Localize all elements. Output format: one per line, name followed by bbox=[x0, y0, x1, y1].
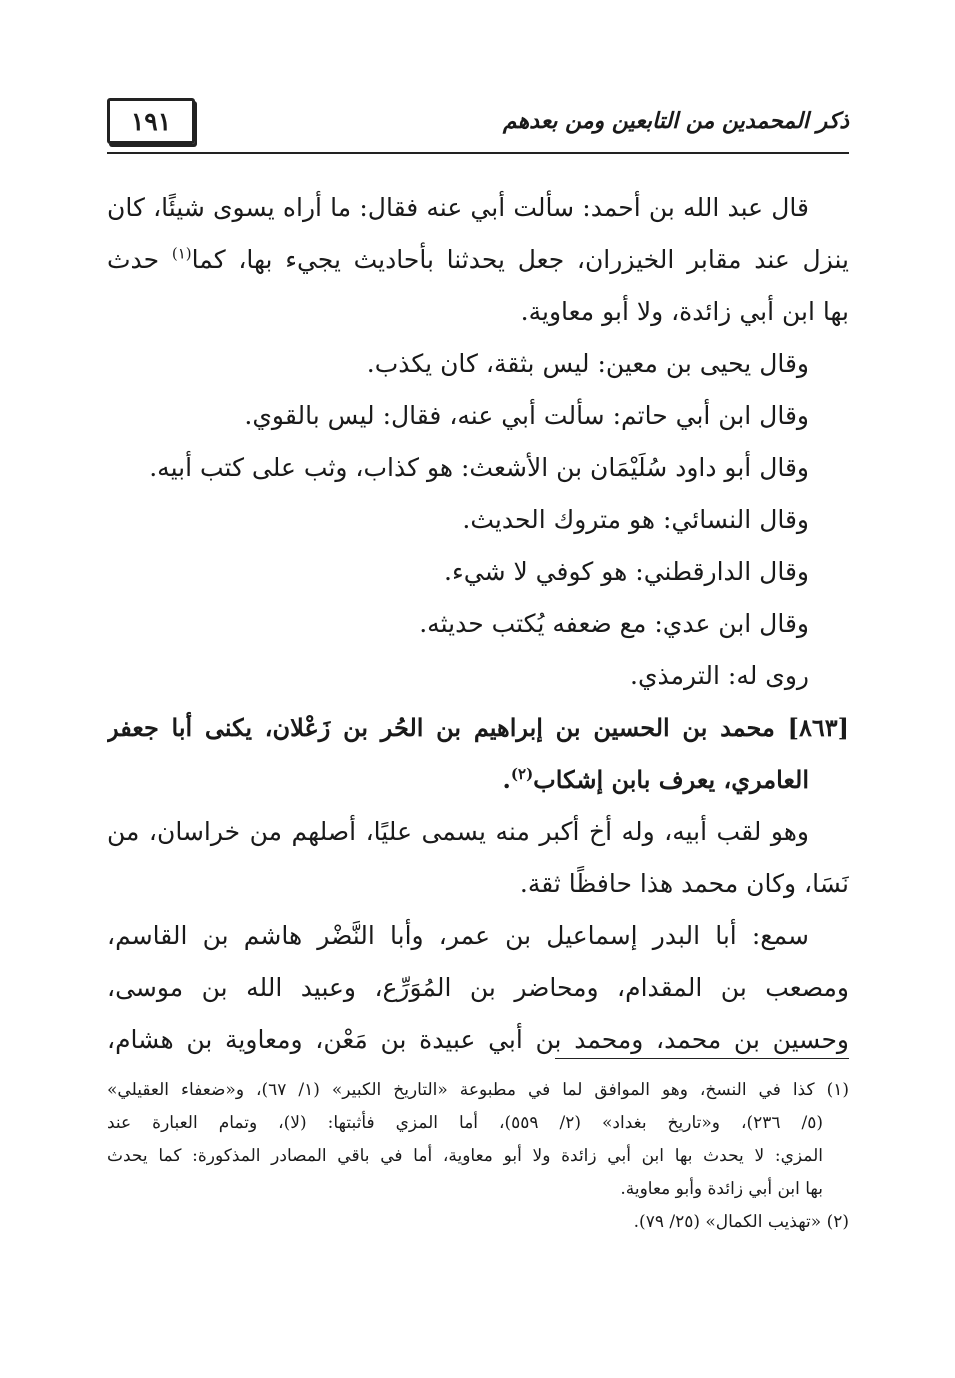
footnote-line: المزي: لا يحدث بها ابن أبي زائدة ولا أبو معاوية، أما في باقي المصادر المذكورة: كما يحدث bbox=[107, 1146, 823, 1166]
text-segment: ينزل عند مقابر الخيزران، جعل يحدثنا بأحاديث يجيء بها، كما bbox=[191, 245, 849, 274]
footnote-marker[interactable]: (٢) bbox=[510, 765, 534, 783]
footnote-line: (٥/ ٢٣٦)، و«تاريخ بغداد» (٢/ ٥٥٩)، أما المزي فأثبتها: (لا)، وتمام العبارة عند bbox=[107, 1113, 823, 1133]
page-number-box bbox=[107, 98, 195, 144]
text-line: سمع: أبا البدر إسماعيل بن عمر، وأبا النَّضْر هاشم بن القاسم، bbox=[107, 921, 809, 950]
text-segment: حدث bbox=[107, 245, 172, 274]
text-line: وقال أبو داود سُلَيْمَان بن الأشعث: هو كذاب، وثب على كتب أبيه. bbox=[149, 453, 809, 482]
main-text bbox=[107, 182, 849, 1066]
footnote-line: (٢) «تهذيب الكمال» (٢٥/ ٧٩). bbox=[633, 1212, 849, 1232]
text-line: وحسين بن محمد، ومحمد بن أبي عبيدة بن مَعْن، ومعاوية بن هشام، bbox=[107, 1025, 849, 1054]
text-line: روى له: الترمذي. bbox=[630, 661, 809, 690]
text-line: وقال الدارقطني: هو كوفي لا شيء. bbox=[444, 557, 809, 586]
page-header bbox=[107, 96, 849, 154]
text-line: وقال النسائي: هو متروك الحديث. bbox=[462, 505, 809, 534]
footnote-separator bbox=[555, 1058, 849, 1059]
text-line: وقال ابن أبي حاتم: سألت أبي عنه، فقال: ليس بالقوي. bbox=[244, 401, 809, 430]
text-line: وهو لقب أبيه، وله أخ أكبر منه يسمى عليًا، أصلهم من خراسان، من bbox=[107, 817, 809, 846]
text-segment: العامري، يعرف بابن إشكاب bbox=[533, 765, 809, 794]
footnote-line: بها ابن أبي زائدة وأبو معاوية. bbox=[620, 1179, 823, 1199]
footnotes bbox=[107, 1074, 849, 1239]
text-line: وقال ابن عدي: مع ضعفه يُكتب حديثه. bbox=[419, 609, 809, 638]
text-line: نَسَا، وكان محمد هذا حافظًا ثقة. bbox=[519, 869, 849, 898]
text-line: ومصعب بن المقدام، ومحاضر بن المُوَرِّع، وعبيد الله بن موسى، bbox=[107, 973, 849, 1002]
text-line: بها ابن أبي زائدة، ولا أبو معاوية. bbox=[520, 297, 849, 326]
footnote-line: (١) كذا في النسخ، وهو الموافق لما في مطبوعة «التاريخ الكبير» (١/ ٦٧)، و«ضعفاء العقيلي» bbox=[107, 1080, 849, 1100]
footnote-marker[interactable]: (١) bbox=[171, 244, 192, 263]
entry-heading: [٨٦٣] محمد بن الحسين بن إبراهيم بن الحُر بن زَعْلان، يكنى أبا جعفر bbox=[107, 713, 849, 742]
text-segment: . bbox=[502, 765, 511, 794]
page-number: ١٩١ bbox=[130, 106, 172, 136]
running-title: ذكر المحمدين من التابعين ومن بعدهم bbox=[502, 108, 849, 134]
text-line bbox=[107, 234, 849, 286]
text-line: قال عبد الله بن أحمد: سألت أبي عنه فقال: ما أراه يسوى شيئًا، كان bbox=[107, 193, 809, 222]
entry-heading-cont bbox=[107, 754, 849, 806]
text-line: وقال يحيى بن معين: ليس بثقة، كان يكذب. bbox=[366, 349, 809, 378]
